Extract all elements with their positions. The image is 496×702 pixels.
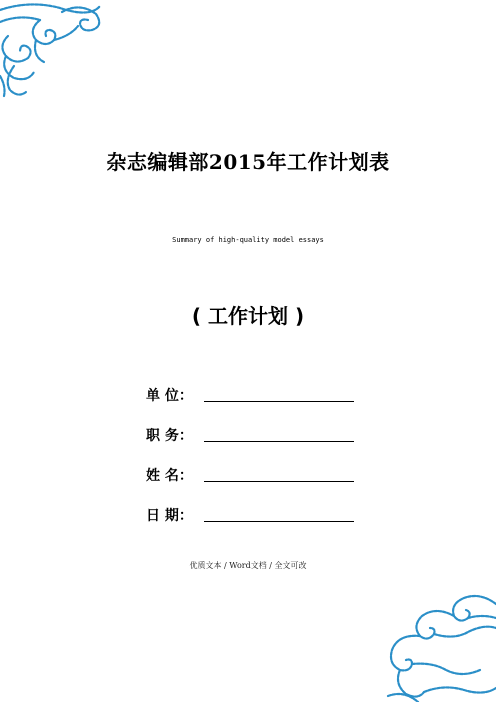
field-label-date: 日 期：: [146, 508, 193, 524]
document-subtitle: Summary of high-quality model essays: [172, 236, 324, 244]
field-label-unit: 单 位：: [146, 388, 193, 404]
document-title: 杂志编辑部2015年工作计划表: [106, 150, 390, 174]
info-fields: [146, 385, 366, 545]
cloud-ornament-top-left-icon: [0, 0, 112, 98]
field-line-date[interactable]: [204, 519, 354, 522]
field-line-name[interactable]: [204, 479, 354, 482]
field-row-name: [146, 465, 366, 485]
field-label-name: 姓 名：: [146, 468, 193, 484]
field-row-date: [146, 505, 366, 525]
field-row-position: [146, 425, 366, 445]
field-row-unit: [146, 385, 366, 405]
field-line-unit[interactable]: [204, 399, 354, 402]
field-label-position: 职 务：: [146, 428, 193, 444]
plan-label: ( 工作计划 ): [191, 304, 305, 328]
cloud-ornament-bottom-right-icon: [384, 584, 496, 702]
document-footer: 优质文本 / Word文档 / 全文可改: [189, 561, 307, 570]
field-line-position[interactable]: [204, 439, 354, 442]
